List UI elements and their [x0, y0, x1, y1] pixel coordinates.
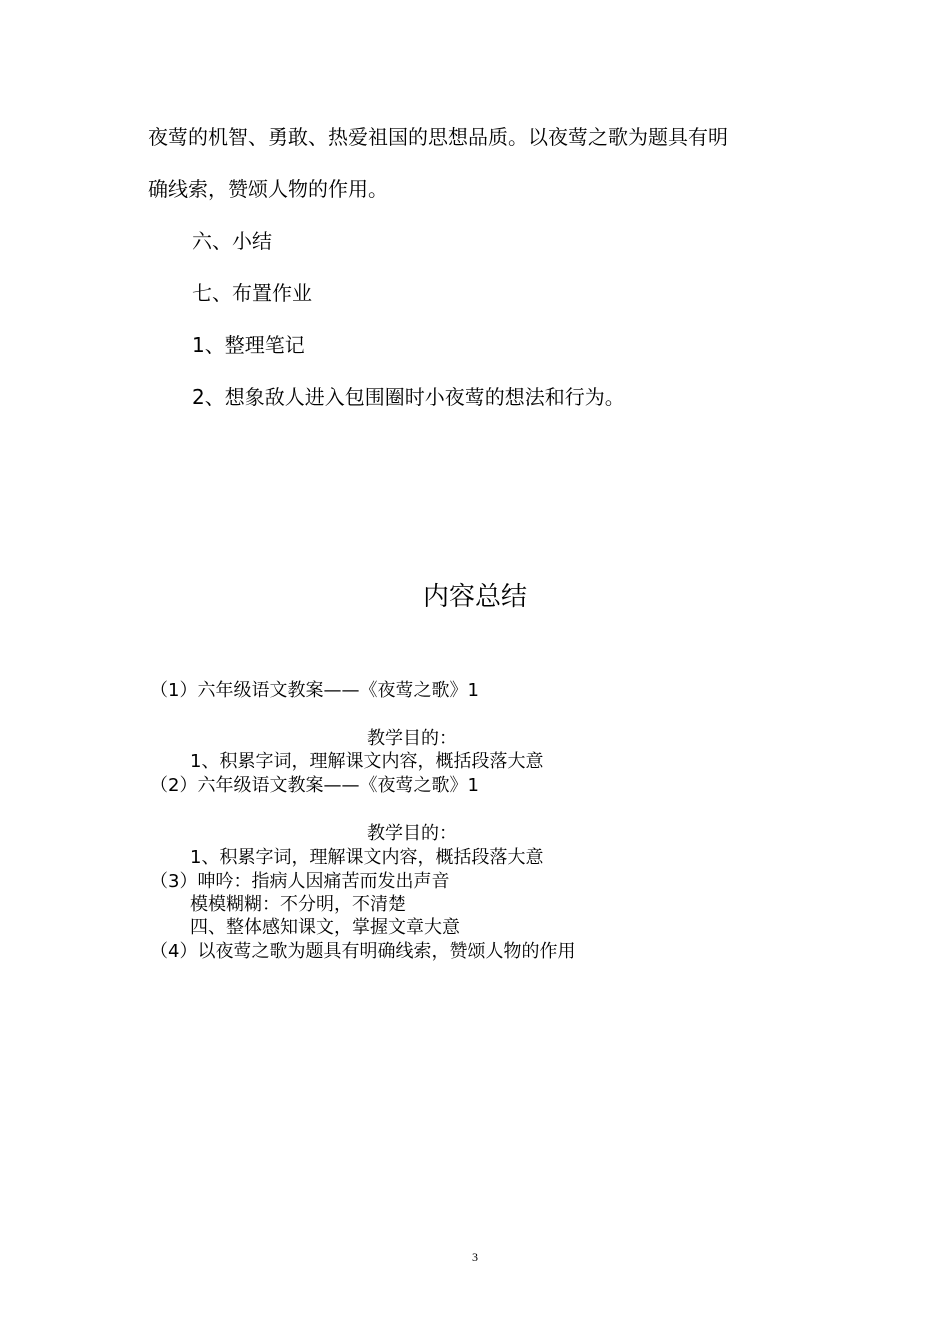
- section-heading-homework: 七、布置作业: [192, 281, 312, 305]
- summary-item: 1、积累字词，理解课文内容，概括段落大意: [190, 847, 544, 868]
- body-paragraph-line: 确线索，赞颂人物的作用。: [148, 177, 388, 201]
- summary-item: 1、积累字词，理解课文内容，概括段落大意: [190, 751, 544, 772]
- homework-item: 1、整理笔记: [192, 333, 305, 357]
- summary-subheading: 教学目的：: [367, 728, 457, 749]
- summary-item: （3）呻吟：指病人因痛苦而发出声音: [150, 871, 450, 892]
- content-summary-title: 内容总结: [422, 582, 527, 612]
- summary-item: （4）以夜莺之歌为题具有明确线索，赞颂人物的作用: [150, 941, 576, 962]
- body-paragraph-line: 夜莺的机智、勇敢、热爱祖国的思想品质。以夜莺之歌为题具有明: [148, 125, 728, 149]
- summary-item: （2）六年级语文教案——《夜莺之歌》1: [150, 775, 479, 796]
- summary-item: （1）六年级语文教案——《夜莺之歌》1: [150, 680, 479, 701]
- summary-item: 模模糊糊：不分明，不清楚: [190, 894, 406, 915]
- homework-item: 2、想象敌人进入包围圈时小夜莺的想法和行为。: [192, 385, 625, 409]
- section-heading-summary: 六、小结: [192, 229, 272, 253]
- summary-item: 四、整体感知课文，掌握文章大意: [190, 917, 460, 938]
- summary-subheading: 教学目的：: [367, 823, 457, 844]
- page-number: 3: [472, 1250, 478, 1264]
